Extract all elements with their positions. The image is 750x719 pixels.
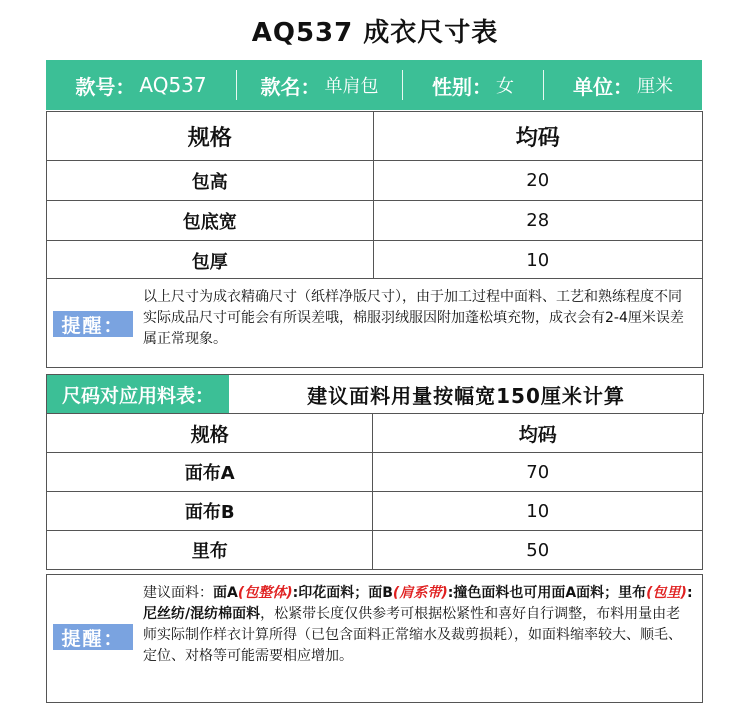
row-value: 20	[373, 161, 703, 201]
material-section-tag: 尺码对应用料表：	[47, 375, 229, 413]
text-segment: :印花面料；面B	[292, 585, 393, 601]
info-unit	[544, 60, 702, 110]
row-label: 里布	[47, 531, 373, 570]
info-key: 单位：	[573, 74, 633, 99]
table-row	[47, 241, 703, 281]
row-label: 包高	[47, 161, 374, 201]
row-label: 面布B	[47, 492, 373, 531]
reminder-text	[143, 583, 694, 667]
info-style-number	[46, 60, 236, 110]
page-title: AQ537 成衣尺寸表	[251, 18, 499, 48]
info-bar	[46, 60, 702, 110]
highlight-text: (包里)	[646, 585, 687, 601]
material-section-header	[46, 374, 704, 414]
text-segment: 面A	[213, 585, 238, 601]
text-segment: :撞色面料也可用面A面料；里布	[447, 585, 647, 601]
reminder-note-material	[46, 574, 703, 703]
table-header-row	[47, 414, 703, 453]
column-header-spec: 规格	[47, 414, 373, 453]
text-segment: :尼丝纺/混纺棉面料	[143, 585, 693, 622]
row-value: 10	[373, 241, 703, 281]
column-header-spec: 规格	[47, 112, 374, 161]
info-gender	[403, 60, 543, 110]
text-segment: 建议面料：	[143, 585, 213, 601]
reminder-note-size	[46, 278, 703, 368]
column-header-size: 均码	[373, 414, 703, 453]
row-label: 包厚	[47, 241, 374, 281]
row-value: 28	[373, 201, 703, 241]
info-key: 款号：	[75, 74, 136, 99]
row-value: 50	[373, 531, 703, 570]
size-table	[46, 111, 703, 281]
info-key: 款名：	[260, 74, 321, 99]
reminder-badge: 提醒：	[53, 311, 133, 337]
info-value: 单肩包	[324, 76, 379, 97]
row-value: 70	[373, 453, 703, 492]
text-segment: ，松紧带长度仅供参考可根据松紧性和喜好自行调整，布料用量由老师实际制作样衣计算所得（已包含面料正常缩水及裁剪损耗），如面料缩率较大、顺毛、定位、对格等可能需要相应增加。	[143, 606, 682, 664]
highlight-text: (包整体)	[237, 585, 293, 601]
material-table	[46, 413, 703, 570]
table-header-row	[47, 112, 703, 161]
table-row	[47, 531, 703, 570]
info-value: 女	[496, 76, 514, 97]
column-header-size: 均码	[373, 112, 703, 161]
info-key: 性别：	[432, 74, 492, 99]
info-style-name	[237, 60, 402, 110]
row-value: 10	[373, 492, 703, 531]
reminder-badge: 提醒：	[53, 624, 133, 650]
table-row	[47, 201, 703, 241]
reminder-text: 以上尺寸为成衣精确尺寸（纸样净版尺寸），由于加工过程中面料、工艺和熟练程度不同实际成品尺寸可能会有所误差哦，棉服羽绒服因附加蓬松填充物，成衣会有2-4厘米误差属正常现象。	[143, 289, 684, 347]
table-row	[47, 453, 703, 492]
table-row	[47, 161, 703, 201]
table-row	[47, 492, 703, 531]
row-label: 面布A	[47, 453, 373, 492]
highlight-text: (肩系带)	[392, 585, 448, 601]
row-label: 包底宽	[47, 201, 374, 241]
info-value: 厘米	[637, 76, 673, 97]
material-section-title: 建议面料用量按幅宽150厘米计算	[307, 383, 625, 408]
info-value: AQ537	[139, 73, 207, 97]
